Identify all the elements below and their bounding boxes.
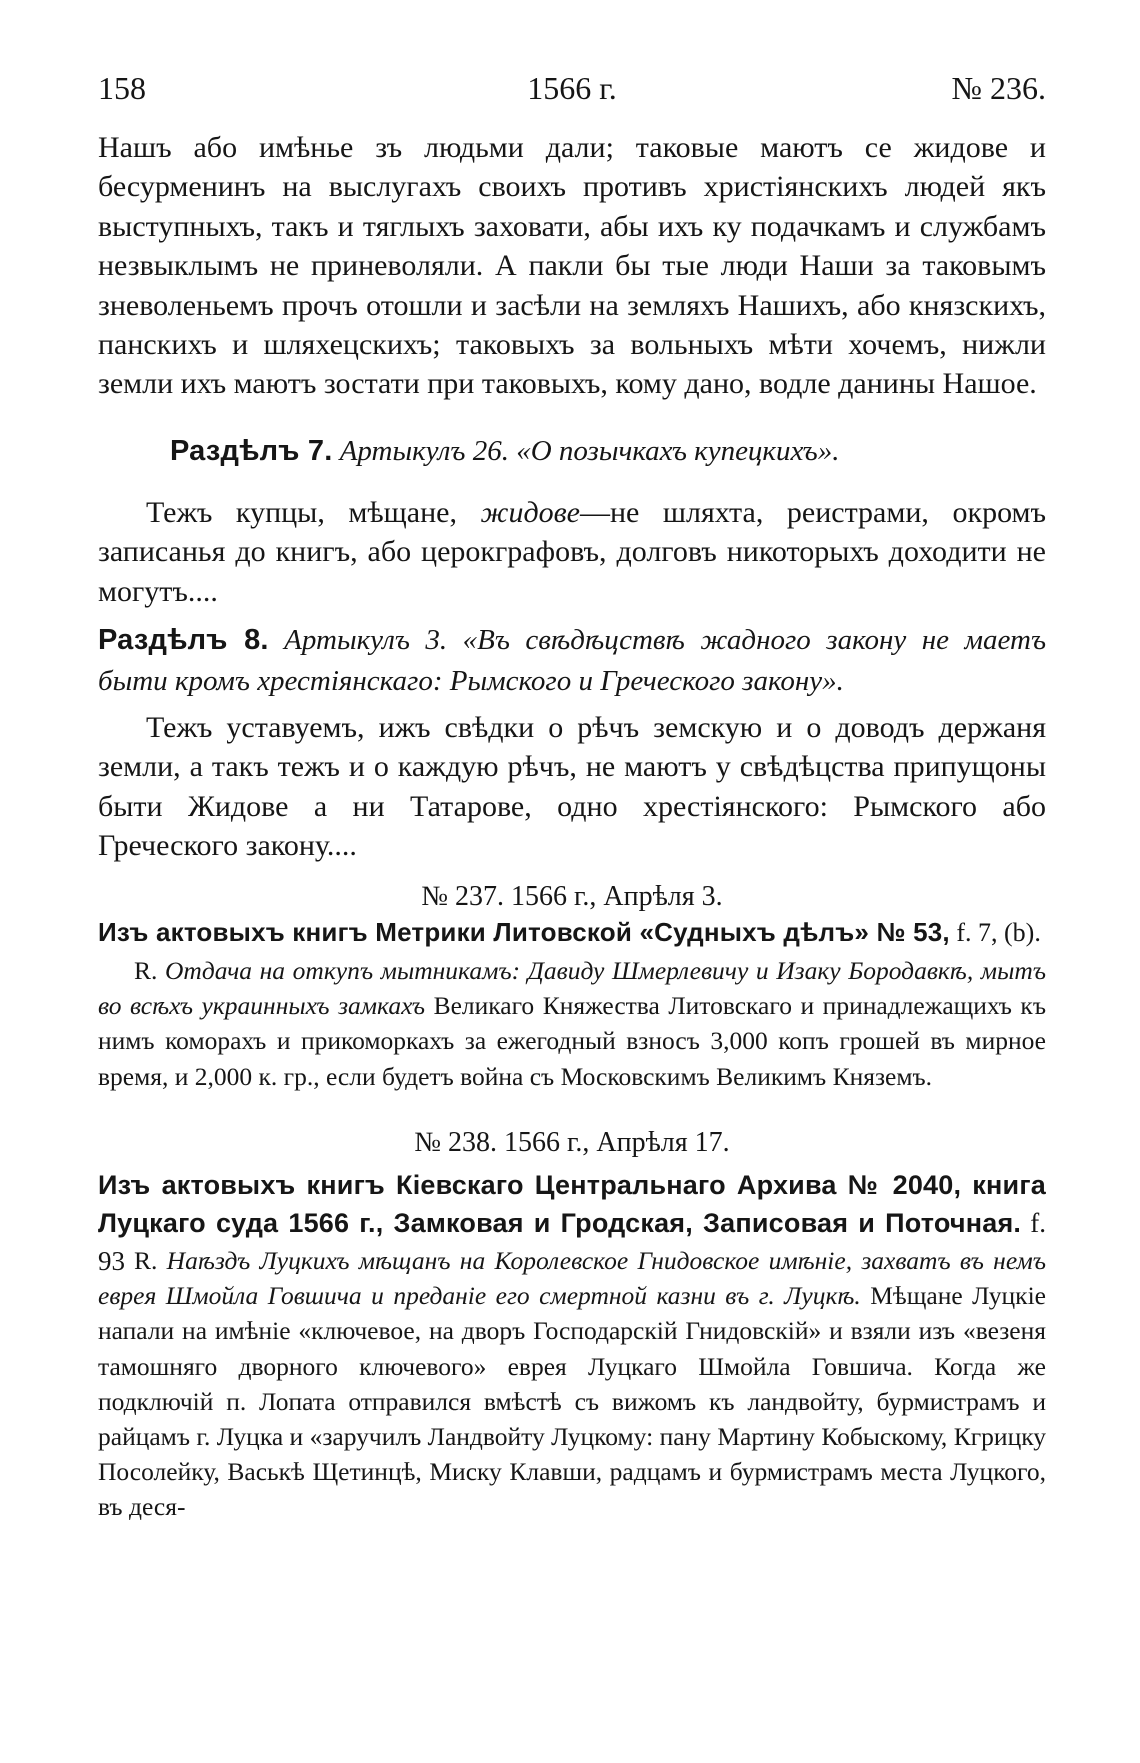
doc-237-regest-plain: Великаго Княжества Литовскаго и принадлежащихъ къ нимъ коморахъ и прикоморкахъ за ежегодный взносъ 3,000 копъ грошей въ мирное время, и 2,000 к. гр., если будетъ война съ Московскимъ Великимъ Княземъ. xyxy=(98,991,1046,1091)
doc-238-source-bold: Изъ актовыхъ книгъ Кіевскаго Центральнаго Архива № 2040, книга Луцкаго суда 1566 г., Замковая и Гродская, Записовая и Поточная. xyxy=(98,1170,1046,1238)
section-7-text-italic: жидове xyxy=(480,496,580,529)
doc-238-source-plain: f. 93 xyxy=(98,1208,1046,1276)
doc-238-regest-italic: Наѣздъ Луцкихъ мѣщанъ на Королевское Гнидовское имѣніе, захватъ въ немъ еврея Шмойла Говшича и преданіе его смертной казни въ г. Луцкѣ. xyxy=(98,1246,1047,1311)
doc-237-source-plain: f. 7, (b). xyxy=(949,918,1041,947)
doc-238-regest-mark: R. xyxy=(134,1246,158,1275)
running-head-doc-number: № 236. xyxy=(951,70,1046,106)
section-7-heading xyxy=(170,430,1046,472)
section-8-heading xyxy=(98,620,1046,702)
section-7-text xyxy=(98,493,1046,611)
running-head-year: 1566 г. xyxy=(527,70,617,106)
doc-238-regest xyxy=(98,1243,1046,1525)
doc-237-regest-mark: R. xyxy=(134,956,158,985)
section-8-text: Тежъ уставуемъ, ижъ свѣдки о рѣчъ земскую и о доводъ держаня земли, а такъ тежъ и о каждую рѣчъ, не маютъ у свѣдѣцства припущоны быти Жидове а ни Татарове, одно хрестіянского: Рымского або Греческого закону.... xyxy=(98,711,1046,863)
intro-paragraph: Нашъ або имѣнье зъ людьми дали; таковые маютъ се жидове и бесурменинъ на выслугахъ своихъ противъ христіянскихъ людей якъ выступныхъ, такъ и тяглыхъ заховати, абы ихъ ку подачкамъ и службамъ незвыклымъ не приневоляли. А пакли бы тые люди Наши за таковымъ зневоленьемъ прочъ отошли и засѣли на земляхъ Нашихъ, або князскихъ, панскихъ и шляхецскихъ; таковыхъ за вольныхъ мѣти хочемъ, нижли земли ихъ маютъ зостати при таковыхъ, кому дано, водле данины Нашое. xyxy=(98,131,1046,401)
doc-238-number-line: № 238. 1566 г., Апрѣля 17. xyxy=(414,1127,730,1158)
doc-237-number-line: № 237. 1566 г., Апрѣля 3. xyxy=(421,881,723,912)
doc-237-regest-italic: Отдача на откупъ мытникамъ: Давиду Шмерлевичу и Изаку Бородавкѣ, мытъ во всѣхъ украинныхъ замкахъ xyxy=(98,956,1046,1021)
section-7-text-start: Тежъ купцы, мѣщане, xyxy=(146,496,481,529)
doc-237-source-bold: Изъ актовыхъ книгъ Метрики Литовской «Судныхъ дѣлъ» № 53, xyxy=(98,917,950,947)
running-head xyxy=(98,66,1046,110)
section-7-article: Артыкулъ 26. xyxy=(339,435,509,467)
section-8-article: Артыкулъ 3. xyxy=(284,624,448,656)
page-number: 158 xyxy=(98,70,146,106)
section-8-label: Раздѣлъ 8. xyxy=(98,624,269,656)
section-7-label: Раздѣлъ 7. xyxy=(170,435,333,467)
doc-237-source xyxy=(98,913,1046,952)
doc-238-regest-plain: Мѣщане Луцкіе напали на имѣніе «ключевое, на дворъ Господарскій Гнидовскій» и взяли изъ «везеня тамошняго дворного ключевого» еврея Луцкаго Шмойла Говшича. Когда же подключій п. Лопата отправился вмѣстѣ съ вижомъ къ ландвойту, бурмистрамъ и райцамъ г. Луцка и «заручилъ Ландвойту Луцкому: пану Мартину Кобыскому, Кгрицку Посолейку, Васькѣ Щетинцѣ, Миску Клавши, радцамъ и бурмистрамъ места Луцкого, въ деся- xyxy=(98,1281,1046,1522)
section-7-title: «О позычкахъ купецкихъ». xyxy=(516,435,840,467)
section-8-title: «Въ свѣдѣцствѣ жадного закону не маетъ быти кромъ хрестіянскаго: Рымского и Греческого закону». xyxy=(98,624,1047,697)
doc-237-regest xyxy=(98,953,1046,1094)
section-7-text-end: —не шляхта, реистрами, окромъ записанья до книгъ, або церокграфовъ, долговъ никоторыхъ доходити не могутъ.... xyxy=(98,496,1046,608)
